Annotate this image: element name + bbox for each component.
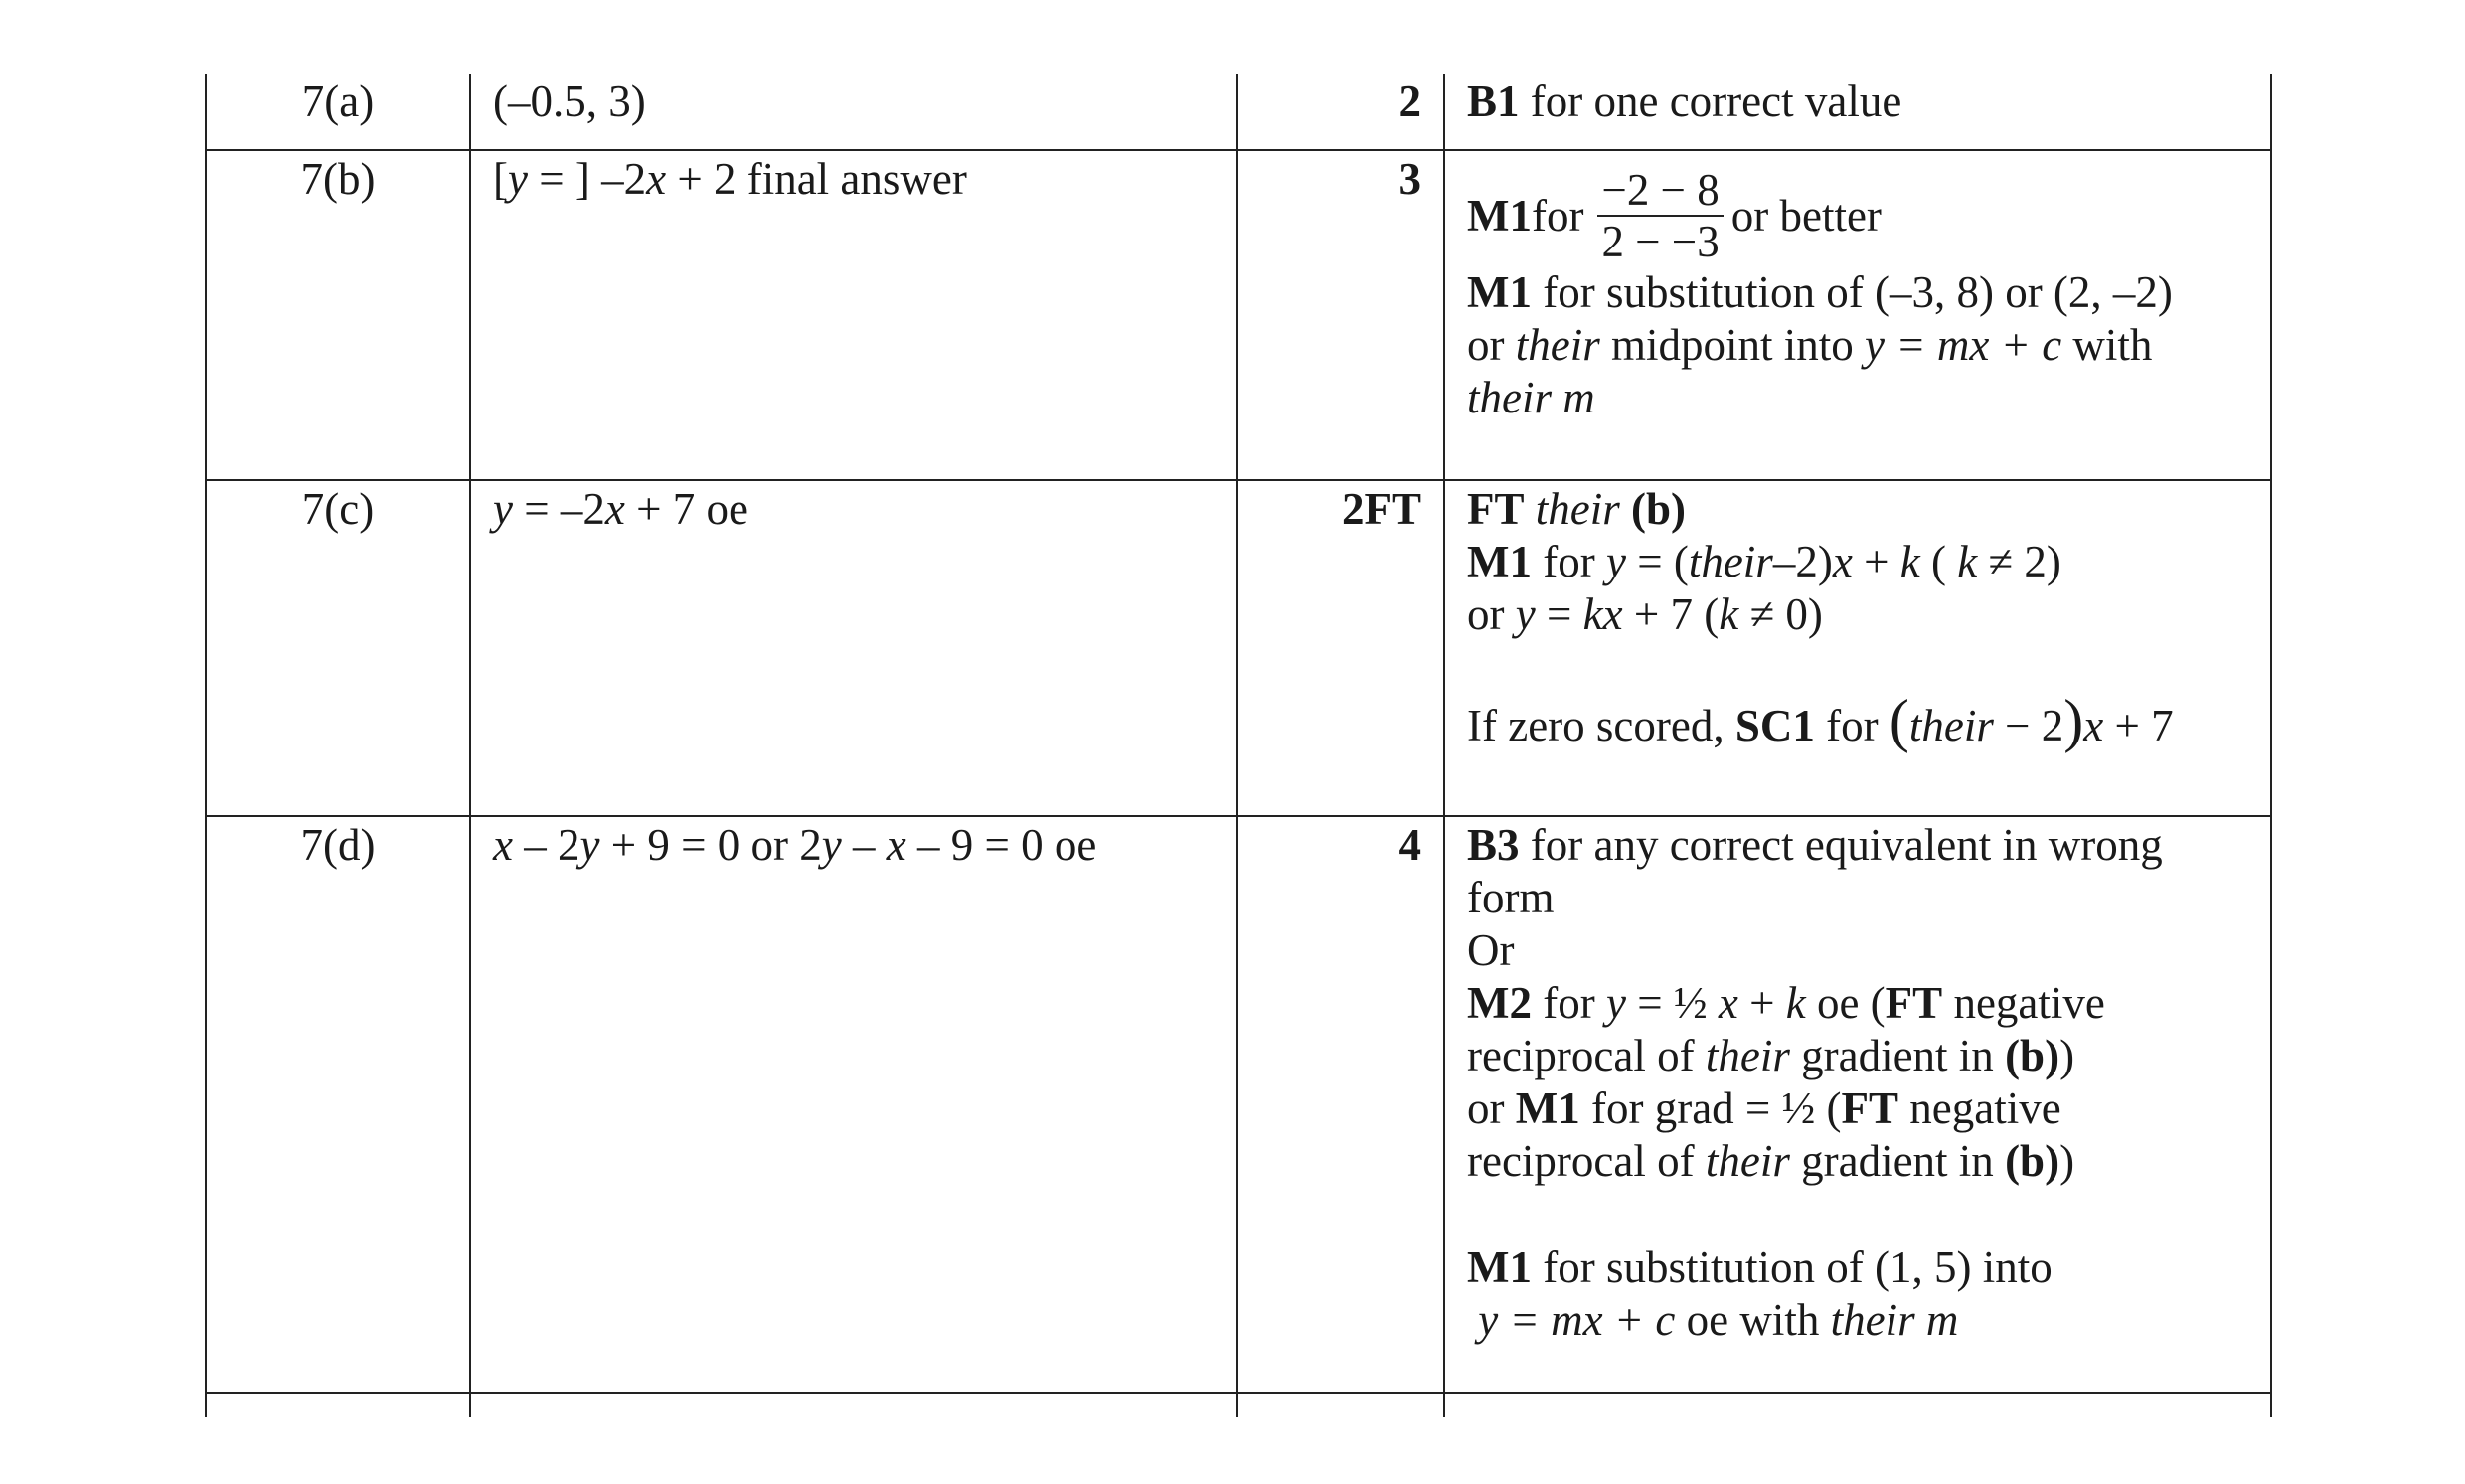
mark-code: FT [1467,484,1525,534]
question-number: 7(a) [206,74,470,150]
mark-code: M2 [1467,978,1532,1028]
guidance-cell: M1 for $\frac{-2 - 8}{2 - -3}$ or better M1 for substitution of (–3, 8) or (2, –2) or their midpoint into y = mx + c with their m [1444,150,2271,480]
marks-cell: 3 [1237,150,1444,480]
mark-code: M1 [1467,267,1532,317]
mark-code: M1 [1467,190,1532,241]
mark-code: M1 [1467,537,1532,586]
question-number: 7(d) [206,816,470,1393]
answer-cell: x – 2y + 9 = 0 or 2y – x – 9 = 0 oe [470,816,1237,1393]
table-row [206,150,2271,480]
table-row [206,74,2271,150]
marks-cell: 2 [1237,74,1444,150]
answer-cell: [y = ] –2x + 2 final answer [470,150,1237,480]
question-number: 7(c) [206,480,470,816]
mark-scheme-table [205,74,2272,1417]
mark-code: M1 [1467,1242,1532,1292]
mark-code: M1 [1515,1083,1580,1133]
table-row [206,816,2271,1393]
marks-cell: 2FT [1237,480,1444,816]
marks-cell: 4 [1237,816,1444,1393]
gradient-fraction-line: M1 for $\frac{-2 - 8}{2 - -3}$ or better [1467,165,1882,266]
answer-cell: (–0.5, 3) [470,74,1237,150]
guidance-cell: B3 for any correct equivalent in wrong form Or M2 for y = ½ x + k oe (FT negative reciprocal of their gradient in (b)) or M1 for grad = ½ (FT negative reciprocal of their gradient in (b)) M1 for substitution of (1, 5) into y = mx + c oe with their m [1444,816,2271,1393]
guidance-cell: FT their (b) M1 for y = (their–2)x + k ( k ≠ 2) or y = kx + 7 (k ≠ 0) If zero scored, SC1 for (their − 2)x + 7 [1444,480,2271,816]
guidance-cell: B1 for one correct value [1444,74,2271,150]
table-row [206,480,2271,816]
gradient-fraction: $\frac{-2 - 8}{2 - -3}$ [1597,165,1723,266]
mark-code: B3 [1467,820,1520,870]
mark-code: B1 [1467,77,1520,126]
mark-code: SC1 [1734,701,1815,750]
table-row-continuation [206,1393,2271,1417]
answer-cell: y = –2x + 7 oe [470,480,1237,816]
question-number: 7(b) [206,150,470,480]
